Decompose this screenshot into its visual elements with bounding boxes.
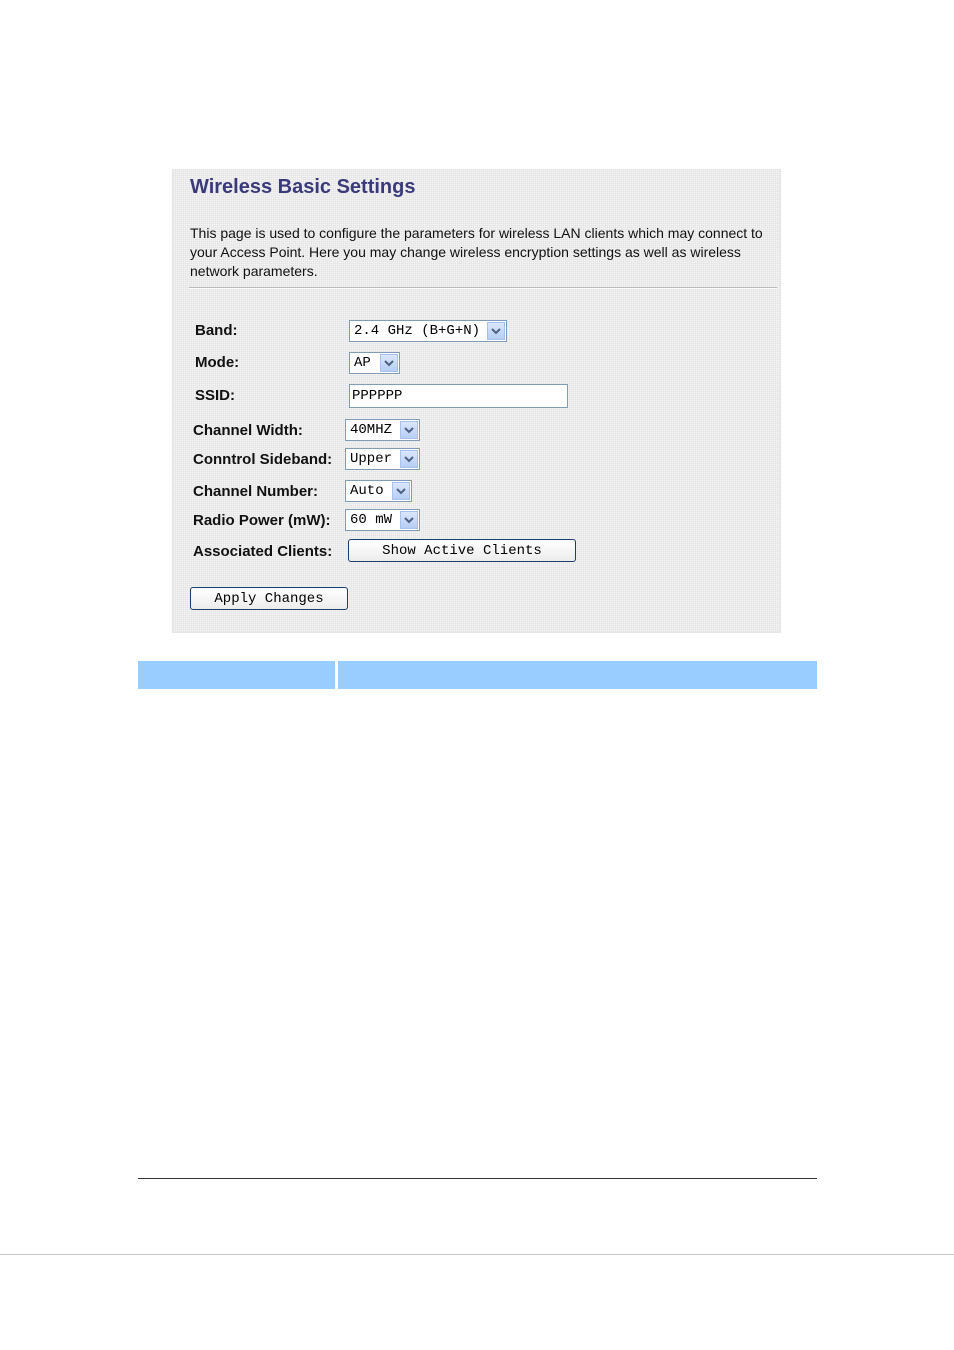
radio-power-select[interactable] xyxy=(345,509,420,531)
ssid-label: SSID: xyxy=(195,387,236,404)
control-sideband-value: Upper xyxy=(350,451,393,467)
show-active-clients-button[interactable]: Show Active Clients xyxy=(348,539,576,562)
channel-width-value: 40MHZ xyxy=(350,422,393,438)
band-select[interactable] xyxy=(349,320,507,342)
table-header-cell-right xyxy=(338,661,817,689)
control-sideband-select[interactable] xyxy=(345,448,420,470)
band-value: 2.4 GHz (B+G+N) xyxy=(354,323,481,339)
page-edge-rule xyxy=(0,1254,954,1255)
chevron-down-icon[interactable] xyxy=(392,482,410,500)
footer-rule xyxy=(138,1178,817,1179)
chevron-down-icon[interactable] xyxy=(400,511,418,529)
apply-changes-button[interactable]: Apply Changes xyxy=(190,587,348,610)
chevron-down-icon[interactable] xyxy=(400,450,418,468)
band-label: Band: xyxy=(195,322,238,339)
chevron-down-icon[interactable] xyxy=(487,322,505,340)
mode-label: Mode: xyxy=(195,354,240,371)
mode-select[interactable] xyxy=(349,352,400,374)
chevron-down-icon[interactable] xyxy=(400,421,418,439)
channel-width-label: Channel Width: xyxy=(193,422,303,439)
wireless-basic-settings-panel xyxy=(172,169,781,633)
page-title: Wireless Basic Settings xyxy=(190,176,416,198)
channel-number-select[interactable] xyxy=(345,480,412,502)
control-sideband-label: Conntrol Sideband: xyxy=(193,451,333,468)
channel-number-value: Auto xyxy=(350,483,384,499)
channel-number-label: Channel Number: xyxy=(193,483,319,500)
ssid-input[interactable] xyxy=(349,384,568,408)
radio-power-label: Radio Power (mW): xyxy=(193,512,331,529)
page-description: This page is used to configure the parameters for wireless LAN clients which may connect to your Access Point. Here you may change wireless encryption settings as well as wireless network parameters. xyxy=(190,225,763,279)
table-header-cell-left xyxy=(138,661,335,689)
chevron-down-icon[interactable] xyxy=(380,354,398,372)
radio-power-value: 60 mW xyxy=(350,512,393,528)
channel-width-select[interactable] xyxy=(345,419,420,441)
mode-value: AP xyxy=(354,355,371,371)
associated-clients-label: Associated Clients: xyxy=(193,543,333,560)
divider xyxy=(189,287,777,289)
